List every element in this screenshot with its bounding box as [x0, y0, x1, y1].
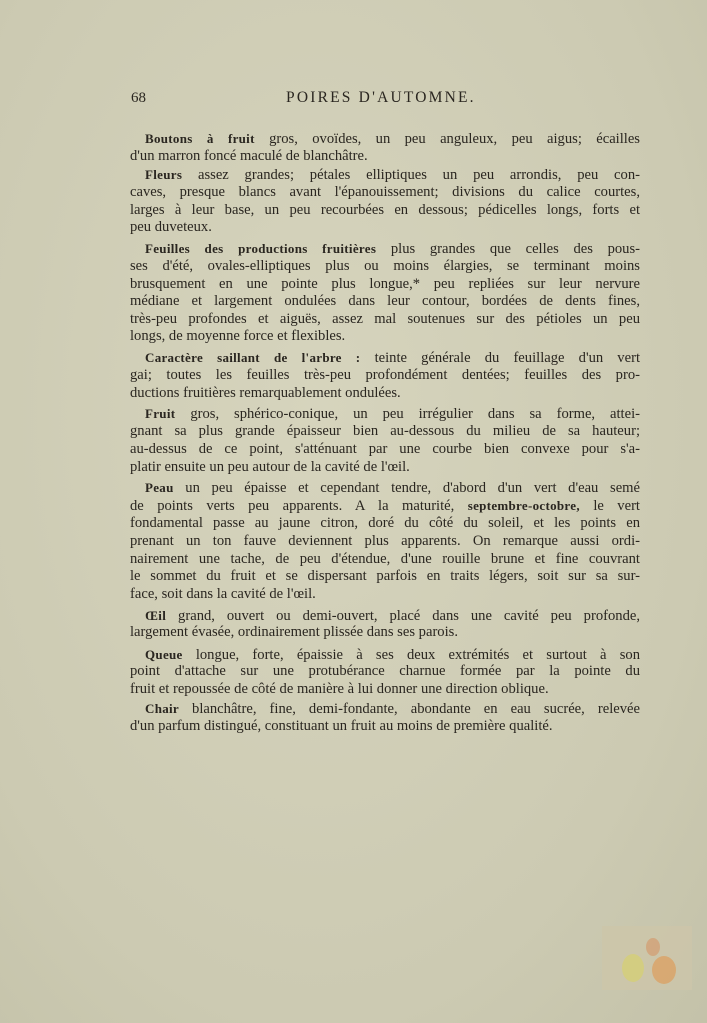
- line-text: blanchâtre, fine, demi-fondante, abondante en eau sucrée, relevée: [179, 701, 640, 717]
- line-text: gnant sa plus grande épaisseur bien au-dessous du milieu de sa hauteur;: [130, 423, 640, 439]
- running-title: POIRES D'AUTOMNE.: [286, 89, 476, 106]
- bold-term: Fruit: [145, 406, 176, 421]
- pear-illustration-thumbnail: [602, 926, 692, 990]
- line-text: grand, ouvert ou demi-ouvert, placé dans une cavité peu profonde,: [166, 608, 640, 624]
- text-line: [145, 700, 640, 717]
- line-text: d'un parfum distingué, constituant un fruit au moins de première qualité.: [130, 718, 553, 734]
- line-text: nairement une tache, de peu d'étendue, d'une rouille brune et fine couvrant: [130, 551, 640, 567]
- text-line: [130, 258, 640, 275]
- line-text: de points verts peu apparents. A la maturité,: [130, 498, 468, 514]
- line-text: d'un marron foncé maculé de blanchâtre.: [130, 148, 368, 164]
- line-text: fruit et repoussée de côté de manière à lui donner une direction oblique.: [130, 681, 549, 697]
- text-line: [130, 276, 640, 293]
- line-text: au-dessus de ce point, s'atténuant par une courbe bien convexe pour s'a-: [130, 441, 640, 457]
- bold-term: Œil: [145, 608, 167, 623]
- line-text: ductions fruitières remarquablement ondulées.: [130, 385, 401, 401]
- line-text: gros, sphérico-conique, un peu irrégulier dans sa forme, attei-: [175, 406, 640, 422]
- text-line: [145, 646, 640, 663]
- text-line: [130, 718, 640, 735]
- bold-term: Feuilles des productions fruitières: [145, 241, 377, 256]
- text-line: [130, 497, 640, 514]
- text-line: [130, 533, 640, 550]
- line-text: ses d'été, ovales-elliptiques plus ou moins élargies, se terminant moins: [130, 258, 640, 274]
- text-line: [130, 184, 640, 201]
- line-text: plus grandes que celles des pous-: [376, 241, 641, 257]
- text-line: [145, 349, 640, 366]
- line-text: fondamental passe au jaune citron, doré du côté du soleil, et les points en: [130, 515, 640, 531]
- bold-term: Fleurs: [145, 167, 183, 182]
- text-line: [130, 219, 640, 236]
- text-line: [130, 624, 640, 641]
- text-line: [130, 367, 640, 384]
- text-line: [145, 166, 640, 183]
- text-line: [145, 479, 640, 496]
- text-line: [130, 328, 640, 345]
- text-line: [130, 568, 640, 585]
- text-line: [130, 293, 640, 310]
- line-text: assez grandes; pétales elliptiques un peu arrondis, peu con-: [182, 167, 640, 183]
- line-text: gros, ovoïdes, un peu anguleux, peu aigus; écailles: [254, 131, 640, 147]
- line-text: un peu épaisse et cependant tendre, d'abord d'un vert d'eau semé: [173, 480, 640, 496]
- line-text: point d'attache sur une protubérance charnue formée par la pointe du: [130, 663, 640, 679]
- text-line: [130, 681, 640, 698]
- line-text: caves, presque blancs avant l'épanouissement; divisions du calice courtes,: [130, 184, 640, 200]
- line-text: longue, forte, épaissie à ses deux extrémités et surtout à son: [182, 647, 640, 663]
- line-text: très-peu profondes et aiguës, assez mal soutenues sur des pétioles un peu: [130, 311, 640, 327]
- bold-term: Boutons à fruit: [145, 131, 255, 146]
- text-line: [130, 586, 640, 603]
- text-line: [130, 515, 640, 532]
- line-text: brusquement en une pointe plus longue,* peu repliées sur leur nervure: [130, 276, 640, 292]
- text-line: [130, 551, 640, 568]
- text-line: [130, 459, 640, 476]
- line-text: gai; toutes les feuilles très-peu profondément dentées; feuilles des pro-: [130, 367, 640, 383]
- bold-term: Peau: [145, 480, 174, 495]
- text-line: [145, 130, 640, 147]
- line-text: longs, de moyenne force et flexibles.: [130, 328, 346, 344]
- line-text: larges à leur base, un peu recourbées en dessous; pédicelles longs, forts et: [130, 202, 640, 218]
- text-line: [130, 311, 640, 328]
- line-text: platir ensuite un peu autour de la cavité de l'œil.: [130, 459, 410, 475]
- text-line: [130, 423, 640, 440]
- line-text: face, soit dans la cavité de l'œil.: [130, 586, 316, 602]
- page-number: 68: [131, 90, 146, 106]
- line-text: le sommet du fruit et se dispersant parfois en traits légers, soit sur sa sur-: [130, 568, 640, 584]
- line-text: teinte générale du feuillage d'un vert: [360, 350, 640, 366]
- line-text: prenant un ton fauve deviennent plus apparents. On remarque aussi ordi-: [130, 533, 640, 549]
- text-line: [145, 607, 640, 624]
- line-text: largement évasée, ordinairement plissée dans ses parois.: [130, 624, 458, 640]
- text-line: [145, 240, 640, 257]
- text-line: [130, 663, 640, 680]
- line-text: peu duveteux.: [130, 219, 212, 235]
- text-line: [145, 405, 640, 422]
- text-line: [130, 385, 640, 402]
- text-line: [130, 148, 640, 165]
- bold-term: Caractère saillant de l'arbre :: [145, 350, 361, 365]
- bold-term: Chair: [145, 701, 179, 716]
- bold-term: Queue: [145, 647, 183, 662]
- line-text: médiane et largement ondulées dans leur contour, bordées de dents fines,: [130, 293, 640, 309]
- text-line: [130, 202, 640, 219]
- text-line: [130, 441, 640, 458]
- line-text: le vert: [579, 498, 640, 514]
- bold-term: septembre-octobre,: [467, 498, 580, 513]
